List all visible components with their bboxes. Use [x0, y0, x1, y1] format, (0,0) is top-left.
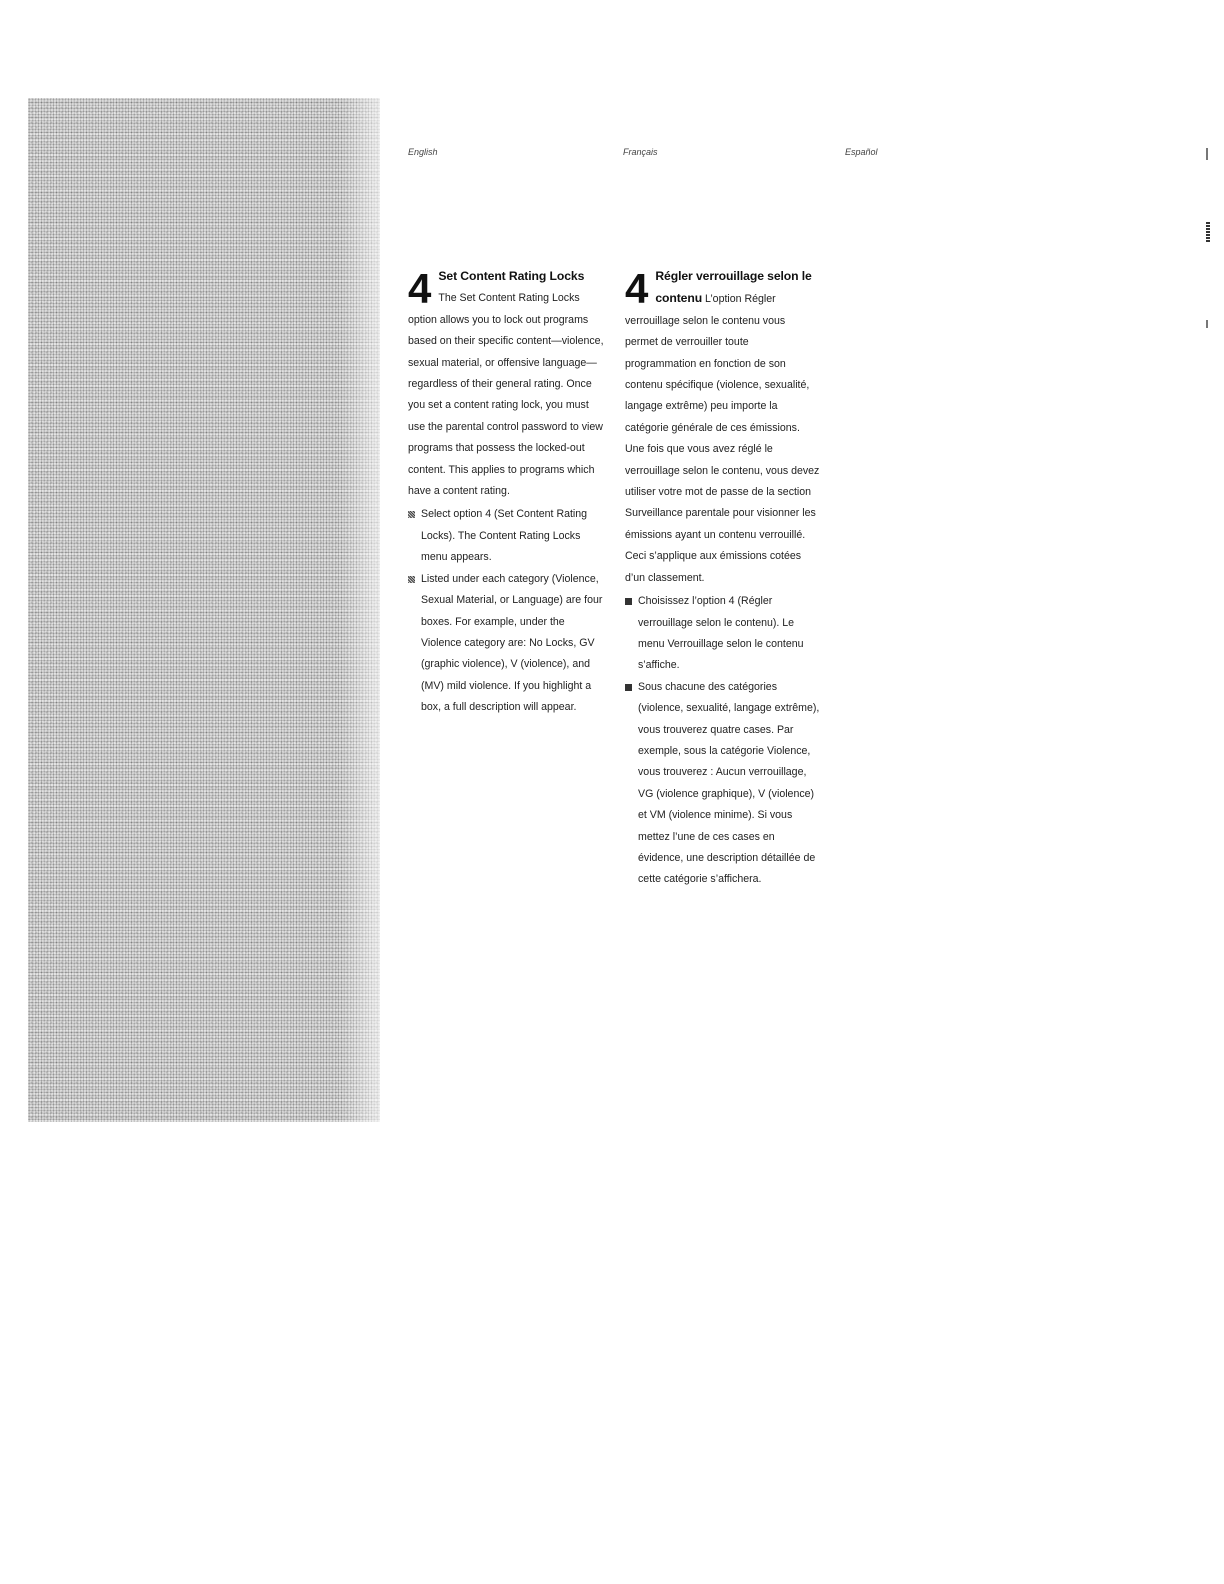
list-item	[625, 677, 821, 891]
step-number: 4	[408, 265, 432, 312]
french-section	[625, 266, 821, 589]
step-bullet-icon	[408, 511, 415, 518]
step-text: Choisissez l’option 4 (Régler verrouillage selon le contenu). Le menu Verrouillage selon le contenu s’affiche.	[638, 595, 804, 672]
halftone-photo-strip	[28, 98, 380, 1122]
step-text: Sous chacune des catégories (violence, sexualité, langage extrême), vous trouverez quatre cases. Par exemple, sous la catégorie Violence, vous trouverez : Aucun verrouillage, VG (violence graphique), V (violence) et VM (violence minime). Si vous mettez l’une de ces cases en évidence, une description détaillée de cette catégorie s’affichera.	[638, 680, 820, 886]
step-bullet-icon	[625, 684, 632, 691]
french-column	[625, 266, 821, 891]
step-text: Listed under each category (Violence, Sexual Material, or Language) are four boxes. For example, under the Violence category are: No Locks, GV (graphic violence), V (violence), and (MV) mild violence. If you highlight a box, a full description will appear.	[421, 572, 603, 714]
section-heading: Set Content Rating Locks	[438, 269, 585, 283]
edge-tick-mark	[1206, 148, 1208, 160]
step-number: 4	[625, 265, 649, 312]
edge-tick-mark	[1206, 320, 1208, 328]
section-intro: L’option Régler verrouillage selon le contenu vous permet de verrouiller toute programmation en fonction de son contenu spécifique (violence, sexualité, langage extrême) peu importe la catégorie générale de ces émissions. Une fois que vous avez réglé le verrouillage selon le contenu, vous devez utiliser votre mot de passe de la section Surveillance parentale pour visionner les émissions ayant un contenu verrouillé. Ceci s’applique aux émissions cotées d’un classement.	[625, 293, 820, 584]
english-column	[408, 266, 604, 719]
list-item	[408, 504, 604, 568]
binding-mark-icon	[1206, 222, 1210, 242]
english-section	[408, 266, 604, 502]
section-heading: Régler verrouillage selon le contenu	[655, 269, 812, 306]
section-intro: The Set Content Rating Locks option allows you to lock out programs based on their specific content—violence, sexual material, or offensive language—regardless of their general rating. Once you set a content rating lock, you must use the parental control password to view programs that possess the locked-out content. This applies to programs which have a content rating.	[408, 292, 604, 498]
list-item	[408, 569, 604, 719]
step-list	[408, 504, 604, 718]
column-label-spanish: Español	[845, 147, 878, 157]
column-label-french: Français	[623, 147, 658, 157]
step-bullet-icon	[625, 598, 632, 605]
step-bullet-icon	[408, 576, 415, 583]
column-label-english: English	[408, 147, 438, 157]
step-text: Select option 4 (Set Content Rating Locks). The Content Rating Locks menu appears.	[421, 508, 588, 564]
list-item	[625, 591, 821, 677]
step-list	[625, 591, 821, 891]
